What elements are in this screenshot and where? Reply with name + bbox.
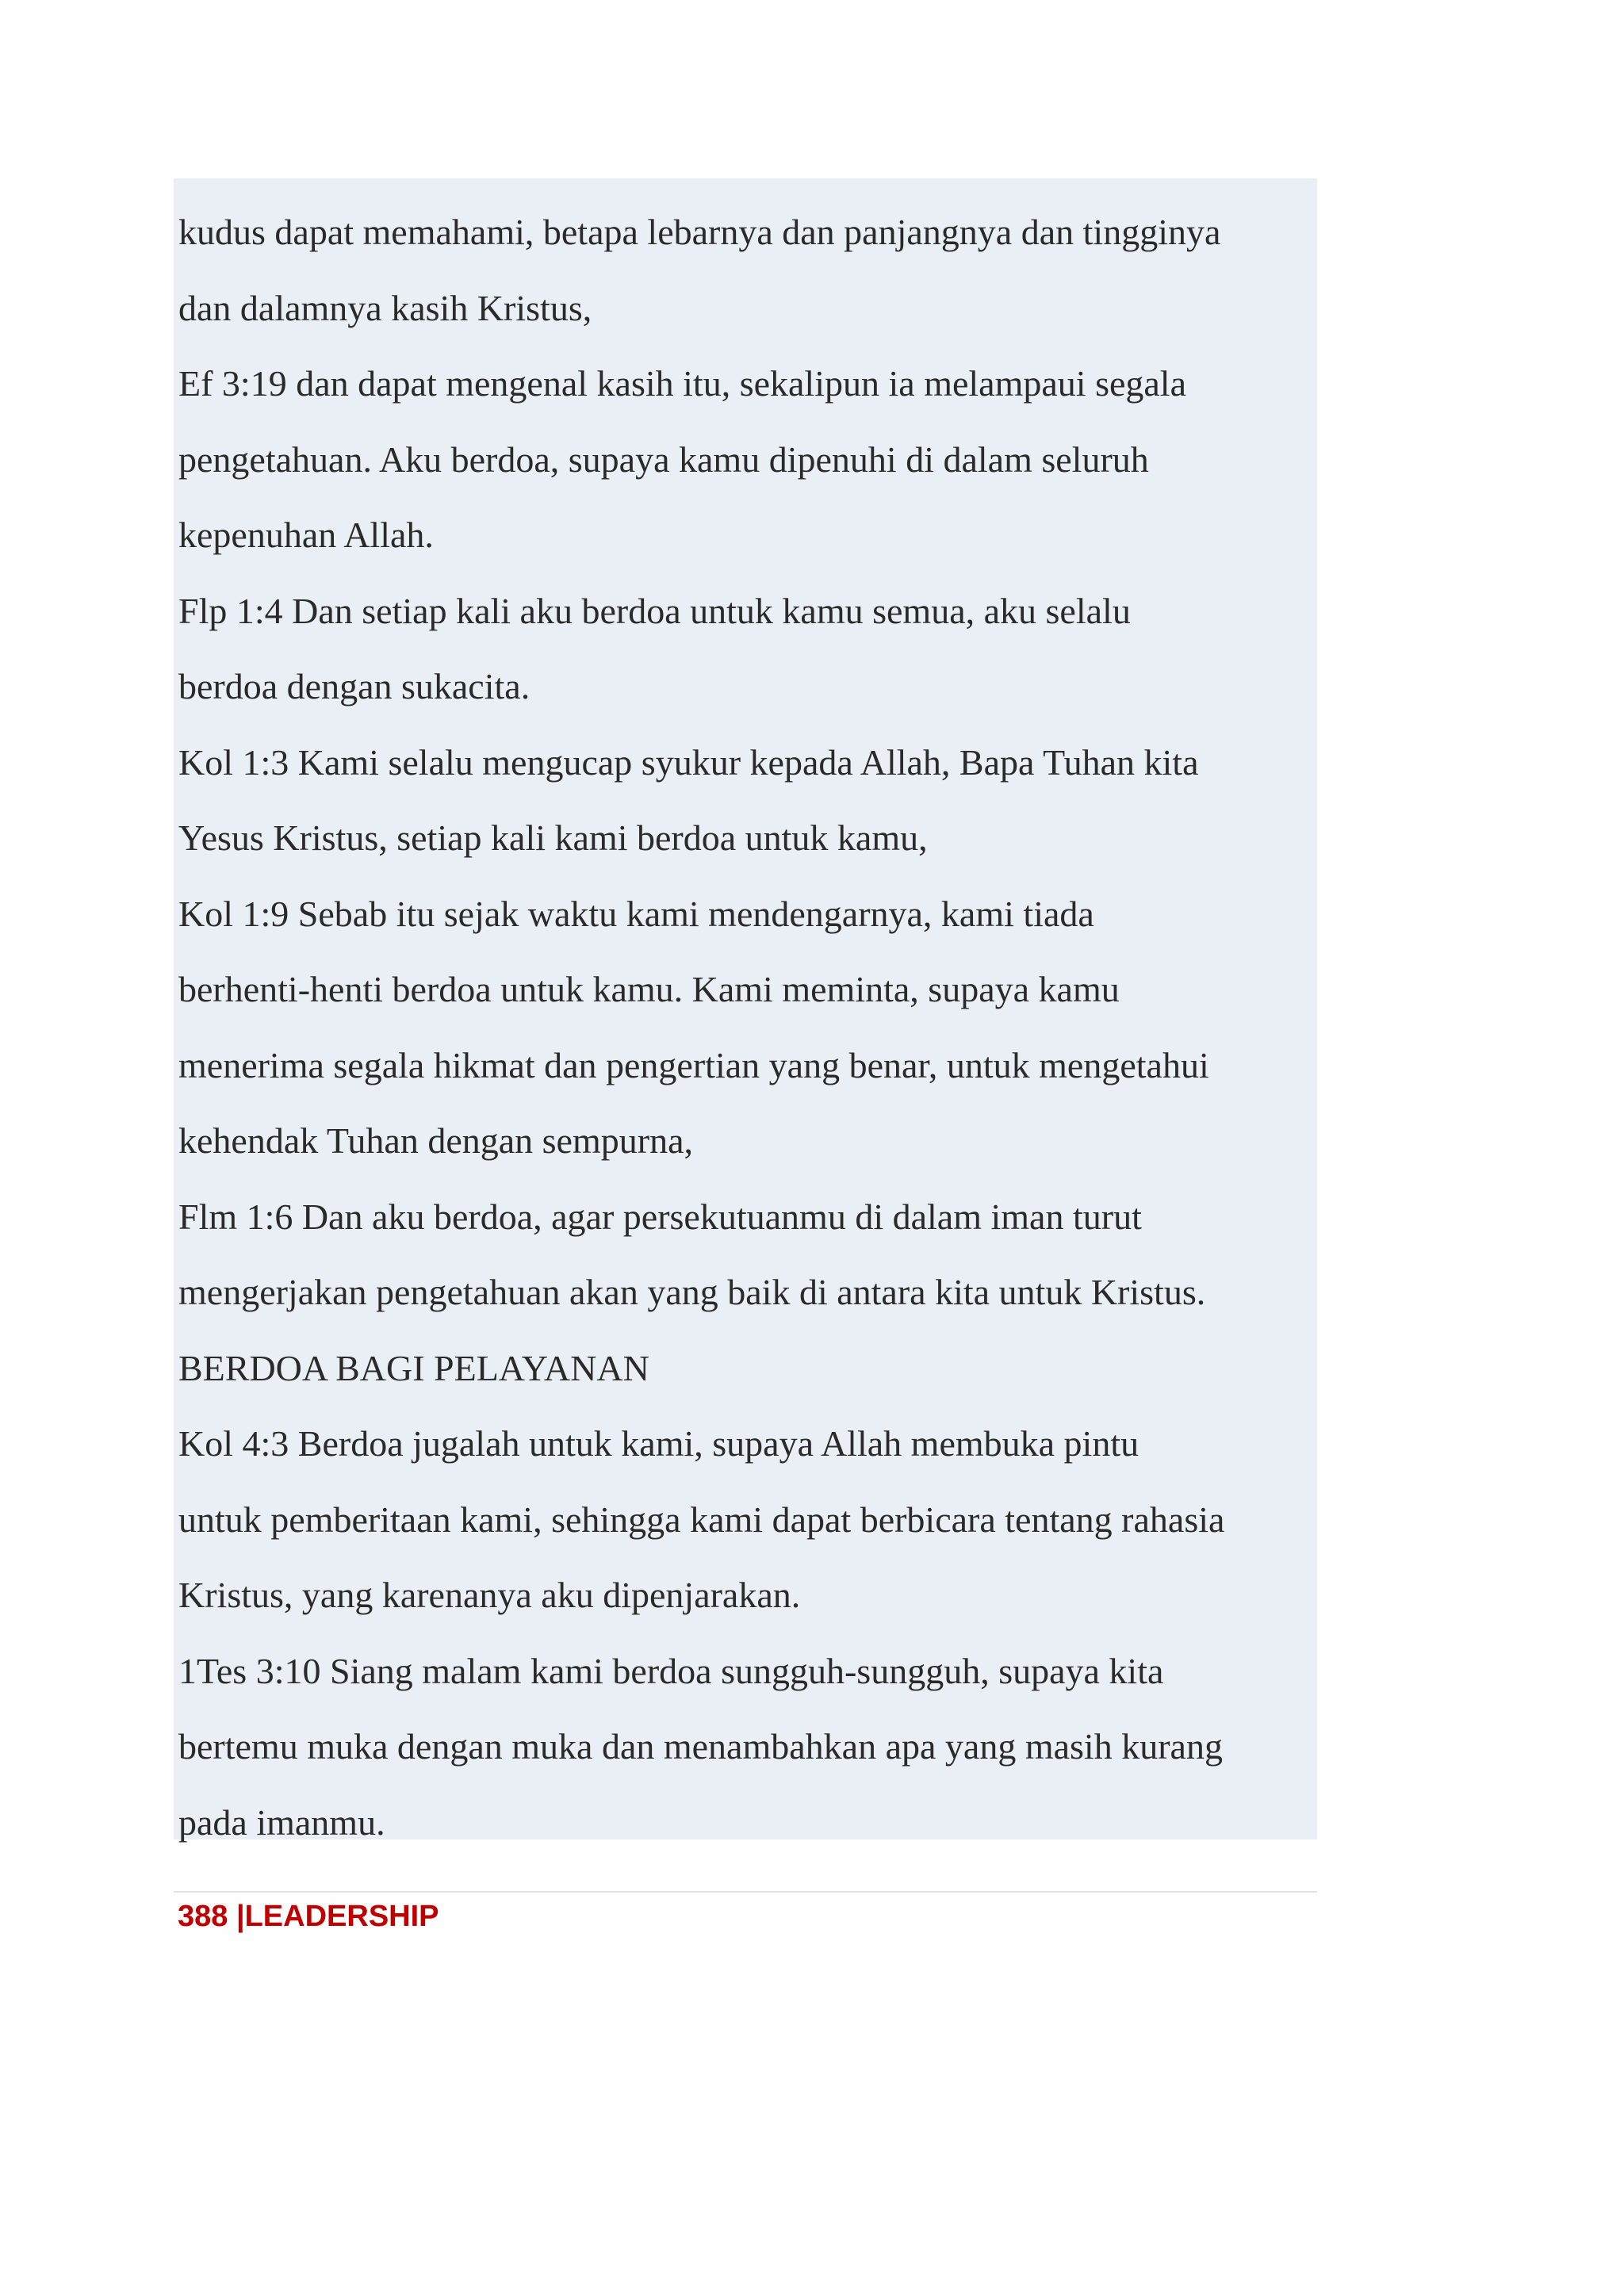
text-line: kepenuhan Allah. [178, 515, 434, 555]
text-line: Yesus Kristus, setiap kali kami berdoa untuk kamu, [178, 817, 928, 858]
text-line: Flp 1:4 Dan setiap kali aku berdoa untuk kamu semua, aku selalu [178, 590, 1131, 631]
text-line: 1Tes 3:10 Siang malam kami berdoa sungguh-sungguh, supaya kita [178, 1650, 1164, 1691]
text-line: untuk pemberitaan kami, sehingga kami dapat berbicara tentang rahasia [178, 1499, 1225, 1540]
text-line: pengetahuan. Aku berdoa, supaya kamu dipenuhi di dalam seluruh [178, 438, 1149, 480]
page-footer: 388 |LEADERSHIP [178, 1900, 439, 1933]
text-line: mengerjakan pengetahuan akan yang baik di antara kita untuk Kristus. [178, 1272, 1206, 1312]
text-line: dan dalamnya kasih Kristus, [178, 287, 592, 328]
body-text [178, 194, 1320, 1860]
text-line: bertemu muka dengan muka dan menambahkan apa yang masih kurang [178, 1726, 1223, 1767]
text-line: Kol 1:9 Sebab itu sejak waktu kami mendengarnya, kami tiada [178, 893, 1094, 934]
text-line: pada imanmu. [178, 1801, 385, 1843]
text-line: berhenti-henti berdoa untuk kamu. Kami meminta, supaya kamu [178, 969, 1120, 1009]
text-line: menerima segala hikmat dan pengertian yang benar, untuk mengetahui [178, 1044, 1209, 1085]
text-line: Flm 1:6 Dan aku berdoa, agar persekutuanmu di dalam iman turut [178, 1196, 1142, 1237]
section-heading: BERDOA BAGI PELAYANAN [178, 1347, 649, 1388]
text-line: kudus dapat memahami, betapa lebarnya dan panjangnya dan tingginya [178, 212, 1221, 252]
text-line: Kol 1:3 Kami selalu mengucap syukur kepada Allah, Bapa Tuhan kita [178, 741, 1199, 783]
text-line: Kristus, yang karenanya aku dipenjarakan. [178, 1575, 801, 1615]
text-line: Kol 4:3 Berdoa jugalah untuk kami, supaya Allah membuka pintu [178, 1423, 1139, 1464]
footer-divider [174, 1891, 1317, 1893]
text-line: Ef 3:19 dan dapat mengenal kasih itu, sekalipun ia melampaui segala [178, 363, 1186, 404]
text-line: berdoa dengan sukacita. [178, 666, 530, 706]
text-line: kehendak Tuhan dengan sempurna, [178, 1120, 693, 1161]
